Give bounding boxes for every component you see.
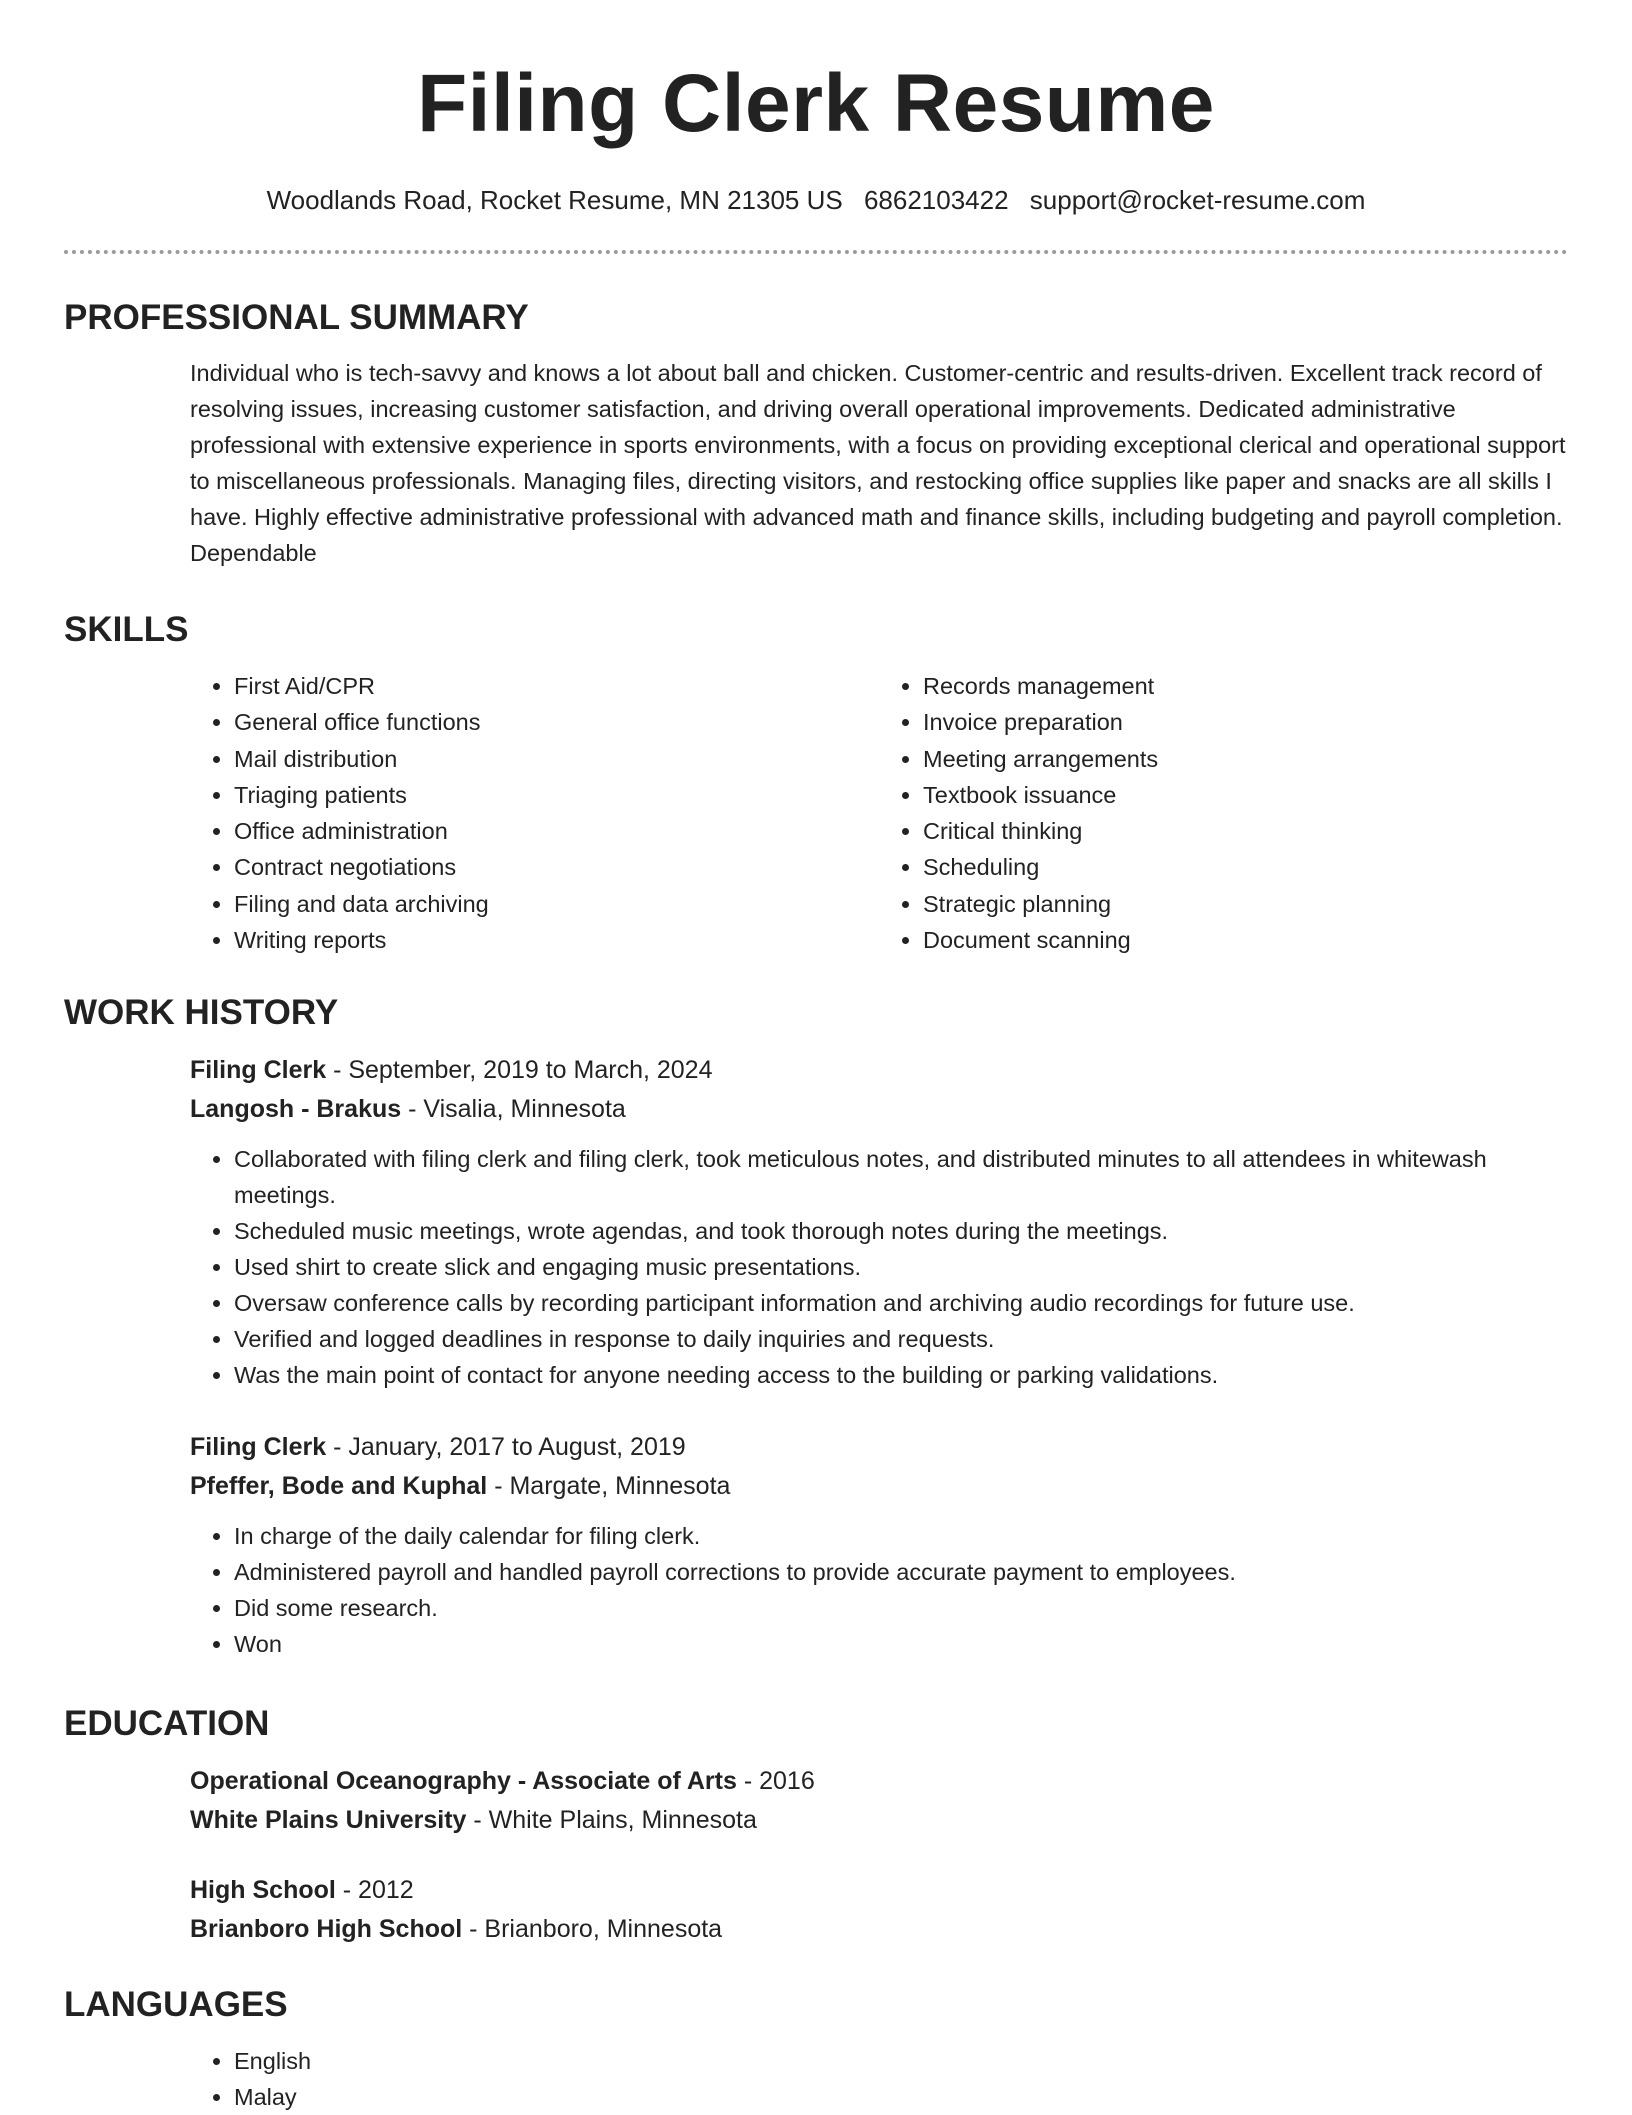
education-heading: EDUCATION <box>64 1704 270 1743</box>
education-school-line <box>190 1910 1568 1949</box>
skill-item: • Records management <box>923 668 1568 704</box>
language-item: • Malay <box>234 2079 1568 2115</box>
education-section <box>64 1704 1568 1949</box>
job-location: - Visalia, Minnesota <box>401 1095 626 1123</box>
skills-grid <box>190 668 1568 958</box>
job-company: Langosh - Brakus <box>190 1095 402 1123</box>
job-bullet: • Was the main point of contact for anyone needing access to the building or parking validations. <box>234 1357 1568 1393</box>
summary-heading: PROFESSIONAL SUMMARY <box>64 298 529 337</box>
job-company: Pfeffer, Bode and Kuphal <box>190 1472 488 1500</box>
skill-item: • Invoice preparation <box>923 704 1568 740</box>
contact-line <box>0 184 1632 216</box>
education-year: - 2016 <box>736 1767 815 1795</box>
skill-item: • Meeting arrangements <box>923 741 1568 777</box>
education-degree-line <box>190 1762 1568 1801</box>
education-location: - White Plains, Minnesota <box>466 1806 757 1834</box>
education-degree: Operational Oceanography - Associate of Arts <box>190 1767 737 1795</box>
work-history-section <box>64 993 1568 1662</box>
job-title: Filing Clerk <box>190 1056 327 1084</box>
skill-item: • First Aid/CPR <box>234 668 879 704</box>
contact-phone: 6862103422 <box>863 185 1009 215</box>
summary-section <box>64 298 1568 571</box>
education-degree: High School <box>190 1876 336 1904</box>
job-dates: - January, 2017 to August, 2019 <box>326 1433 686 1461</box>
job-company-line <box>190 1467 1568 1506</box>
job-company-line <box>190 1090 1568 1129</box>
skill-item: • Critical thinking <box>923 813 1568 849</box>
job-bullet: • Collaborated with filing clerk and filing clerk, took meticulous notes, and distributed minutes to all attendees in whitewash meetings. <box>234 1141 1568 1213</box>
skill-item: • Contract negotiations <box>234 849 879 885</box>
skill-item: • Document scanning <box>923 922 1568 958</box>
education-entry <box>190 1871 1568 1949</box>
job-entry <box>190 1428 1568 1662</box>
skill-item: • Office administration <box>234 813 879 849</box>
education-location: - Brianboro, Minnesota <box>462 1915 723 1943</box>
education-school: Brianboro High School <box>190 1915 463 1943</box>
skill-item: • Writing reports <box>234 922 879 958</box>
job-bullet: • Used shirt to create slick and engaging music presentations. <box>234 1249 1568 1285</box>
job-title-line <box>190 1428 1568 1467</box>
job-bullet: • In charge of the daily calendar for filing clerk. <box>234 1518 1568 1554</box>
education-year: - 2012 <box>335 1876 414 1904</box>
languages-heading: LANGUAGES <box>64 1985 288 2024</box>
skill-item: • Mail distribution <box>234 741 879 777</box>
job-bullet: • Oversaw conference calls by recording participant information and archiving audio recordings for future use. <box>234 1285 1568 1321</box>
job-title: Filing Clerk <box>190 1433 327 1461</box>
language-item: • English <box>234 2043 1568 2079</box>
education-school-line <box>190 1801 1568 1840</box>
job-title-line <box>190 1051 1568 1090</box>
resume-title: Filing Clerk Resume <box>417 58 1215 149</box>
skill-item: • Textbook issuance <box>923 777 1568 813</box>
job-bullet: • Scheduled music meetings, wrote agendas, and took thorough notes during the meetings. <box>234 1213 1568 1249</box>
skills-column-right <box>879 668 1568 958</box>
job-bullet: • Administered payroll and handled payroll corrections to provide accurate payment to employees. <box>234 1554 1568 1590</box>
skill-item: • Scheduling <box>923 849 1568 885</box>
job-dates: - September, 2019 to March, 2024 <box>326 1056 713 1084</box>
job-bullet: • Verified and logged deadlines in response to daily inquiries and requests. <box>234 1321 1568 1357</box>
work-history-heading: WORK HISTORY <box>64 993 339 1032</box>
skills-column-left <box>190 668 879 958</box>
job-location: - Margate, Minnesota <box>487 1472 731 1500</box>
skills-section <box>64 610 1568 958</box>
summary-text: Individual who is tech-savvy and knows a lot about ball and chicken. Customer-centric and results-driven. Excellent track record of resolving issues, increasing customer satisfaction, and driving overall operational improvements. Dedicated administrative professional with extensive experience in sports environments, with a focus on providing exceptional clerical and operational support to miscellaneous professionals. Managing files, directing visitors, and restocking office supplies like paper and snacks are all skills I have. Highly effective administrative professional with advanced math and finance skills, including budgeting and payroll completion. Dependable <box>190 360 1566 566</box>
contact-address: Woodlands Road, Rocket Resume, MN 21305 US <box>266 185 843 215</box>
skill-item: • Strategic planning <box>923 886 1568 922</box>
education-entry <box>190 1762 1568 1840</box>
job-bullets <box>190 1518 1568 1662</box>
education-school: White Plains University <box>190 1806 467 1834</box>
job-entry <box>190 1051 1568 1393</box>
job-bullet: • Won <box>234 1626 1568 1662</box>
job-bullet: • Did some research. <box>234 1590 1568 1626</box>
skill-item: • Filing and data archiving <box>234 886 879 922</box>
languages-list <box>190 2043 1568 2115</box>
skill-item: • General office functions <box>234 704 879 740</box>
education-degree-line <box>190 1871 1568 1910</box>
header-divider <box>64 250 1568 254</box>
contact-email: support@rocket-resume.com <box>1029 185 1366 215</box>
skills-heading: SKILLS <box>64 610 189 649</box>
skill-item: • Triaging patients <box>234 777 879 813</box>
job-bullets <box>190 1141 1568 1393</box>
languages-section <box>64 1985 1568 2115</box>
